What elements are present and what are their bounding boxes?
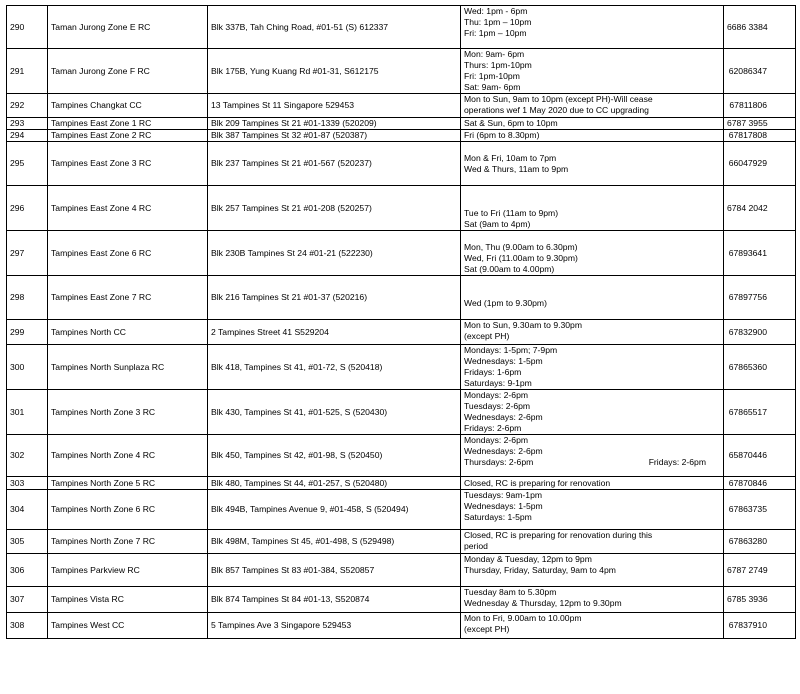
centre-name-cell: Tampines North Zone 3 RC (48, 390, 208, 435)
centre-name-cell: Tampines North Zone 5 RC (48, 477, 208, 490)
opening-hours-line: Wednesdays: 1-5pm (464, 501, 543, 511)
phone-cell: 67863735 (724, 490, 796, 530)
centre-name-cell: Tampines North Zone 7 RC (48, 530, 208, 554)
table-row (7, 94, 796, 118)
opening-hours-line: Fridays: 1-6pm (464, 367, 522, 377)
opening-hours-line: operations wef 1 May 2020 due to CC upgrading (464, 105, 649, 115)
phone-cell: 67893641 (724, 231, 796, 276)
opening-hours-cell (461, 613, 724, 639)
opening-hours-line: Tuesday 8am to 5.30pm (464, 587, 557, 597)
opening-hours-line: Tue to Fri (11am to 9pm) (464, 208, 559, 218)
table-row (7, 345, 796, 390)
centre-name-cell: Taman Jurong Zone E RC (48, 6, 208, 49)
opening-hours-line: Fri: 1pm-10pm (464, 71, 520, 81)
phone-cell: 67837910 (724, 613, 796, 639)
address-cell: Blk 418, Tampines St 41, #01-72, S (520418) (208, 345, 461, 390)
opening-hours-line: Sat (9.00am to 4.00pm) (464, 264, 555, 274)
table-row (7, 6, 796, 49)
opening-hours-cell (461, 186, 724, 231)
opening-hours-line: Wed, Fri (11.00am to 9.30pm) (464, 253, 578, 263)
opening-hours-cell (461, 6, 724, 49)
row-number-cell: 290 (7, 6, 48, 49)
row-number-cell: 306 (7, 554, 48, 587)
opening-hours-line (464, 231, 720, 242)
opening-hours-line: (except PH) (464, 331, 510, 341)
opening-hours-line: Wednesdays: 1-5pm (464, 356, 543, 366)
phone-cell: 62086347 (724, 49, 796, 94)
opening-hours-line: Wednesday & Thursday, 12pm to 9.30pm (464, 598, 622, 608)
opening-hours-cell (461, 231, 724, 276)
opening-hours-line: Mon & Fri, 10am to 7pm (464, 153, 557, 163)
opening-hours-line (464, 276, 720, 287)
opening-hours-line: Tuesdays: 9am-1pm (464, 490, 543, 500)
opening-hours-cell (461, 118, 724, 130)
row-number-cell: 304 (7, 490, 48, 530)
table-row (7, 142, 796, 186)
address-cell: 5 Tampines Ave 3 Singapore 529453 (208, 613, 461, 639)
opening-hours-line: Fri: 1pm – 10pm (464, 28, 527, 38)
opening-hours-line: Mondays: 2-6pm (464, 435, 529, 445)
opening-hours-line: Mon to Fri, 9.00am to 10.00pm (464, 613, 582, 623)
opening-hours-cell (461, 49, 724, 94)
opening-hours-cell (461, 94, 724, 118)
phone-cell: 67832900 (724, 320, 796, 345)
centre-name-cell: Tampines East Zone 7 RC (48, 276, 208, 320)
opening-hours-line: Fridays: 2-6pm (464, 423, 522, 433)
row-number-cell: 307 (7, 587, 48, 613)
row-number-cell: 291 (7, 49, 48, 94)
opening-hours-line: Fridays: 2-6pm (648, 457, 706, 467)
opening-hours-line: Mondays: 1-5pm; 7-9pm (464, 345, 558, 355)
table-row (7, 435, 796, 477)
opening-hours-line: Monday & Tuesday, 12pm to 9pm (464, 554, 592, 564)
opening-hours-line (464, 287, 720, 298)
row-number-cell: 295 (7, 142, 48, 186)
centre-name-cell: Tampines North Zone 6 RC (48, 490, 208, 530)
address-cell: Blk 498M, Tampines St 45, #01-498, S (529498) (208, 530, 461, 554)
phone-cell: 67817808 (724, 130, 796, 142)
opening-hours-line (464, 142, 720, 153)
phone-cell: 6784 2042 (724, 186, 796, 231)
centres-table-body (7, 6, 796, 639)
opening-hours-cell (461, 390, 724, 435)
table-row (7, 390, 796, 435)
opening-hours-line: Saturdays: 9-1pm (464, 378, 532, 388)
table-row (7, 554, 796, 587)
centre-name-cell: Tampines East Zone 2 RC (48, 130, 208, 142)
opening-hours-cell (461, 320, 724, 345)
opening-hours-cell (461, 587, 724, 613)
opening-hours-cell (461, 554, 724, 587)
row-number-cell: 305 (7, 530, 48, 554)
table-row (7, 118, 796, 130)
opening-hours-cell (461, 276, 724, 320)
row-number-cell: 293 (7, 118, 48, 130)
opening-hours-line: Wednesdays: 2-6pm (464, 412, 543, 422)
phone-cell: 6686 3384 (724, 6, 796, 49)
opening-hours-line: Mon: 9am- 6pm (464, 49, 525, 59)
phone-cell: 6787 3955 (724, 118, 796, 130)
opening-hours-cell (461, 490, 724, 530)
table-row (7, 613, 796, 639)
opening-hours-line (464, 197, 720, 208)
address-cell: Blk 387 Tampines St 32 #01-87 (520387) (208, 130, 461, 142)
opening-hours-line: Sat & Sun, 6pm to 10pm (464, 118, 558, 128)
address-cell: Blk 216 Tampines St 21 #01-37 (520216) (208, 276, 461, 320)
table-row (7, 276, 796, 320)
opening-hours-line: Sat: 9am- 6pm (464, 82, 521, 92)
centre-name-cell: Tampines East Zone 6 RC (48, 231, 208, 276)
row-number-cell: 300 (7, 345, 48, 390)
row-number-cell: 296 (7, 186, 48, 231)
address-cell: Blk 874 Tampines St 84 #01-13, S520874 (208, 587, 461, 613)
table-row (7, 186, 796, 231)
opening-hours-split-line (464, 457, 720, 468)
centre-name-cell: Tampines North Sunplaza RC (48, 345, 208, 390)
address-cell: 13 Tampines St 11 Singapore 529453 (208, 94, 461, 118)
centre-name-cell: Tampines North Zone 4 RC (48, 435, 208, 477)
opening-hours-line: Mon to Sun, 9am to 10pm (except PH)-Will cease (464, 94, 653, 104)
opening-hours-line: Wed: 1pm - 6pm (464, 6, 528, 16)
table-row (7, 130, 796, 142)
table-row (7, 490, 796, 530)
phone-cell: 67897756 (724, 276, 796, 320)
opening-hours-cell (461, 345, 724, 390)
centre-name-cell: Tampines Changkat CC (48, 94, 208, 118)
address-cell: Blk 237 Tampines St 21 #01-567 (520237) (208, 142, 461, 186)
centres-table (6, 5, 796, 639)
opening-hours-cell (461, 142, 724, 186)
centre-name-cell: Tampines East Zone 3 RC (48, 142, 208, 186)
address-cell: Blk 257 Tampines St 21 #01-208 (520257) (208, 186, 461, 231)
opening-hours-line: Wed (1pm to 9.30pm) (464, 298, 547, 308)
centre-name-cell: Taman Jurong Zone F RC (48, 49, 208, 94)
centre-name-cell: Tampines East Zone 1 RC (48, 118, 208, 130)
table-row (7, 320, 796, 345)
opening-hours-line: Mon, Thu (9.00am to 6.30pm) (464, 242, 578, 252)
address-cell: 2 Tampines Street 41 S529204 (208, 320, 461, 345)
opening-hours-line: Mon to Sun, 9.30am to 9.30pm (464, 320, 582, 330)
row-number-cell: 301 (7, 390, 48, 435)
row-number-cell: 297 (7, 231, 48, 276)
opening-hours-line: Thurs: 1pm-10pm (464, 60, 532, 70)
address-cell: Blk 230B Tampines St 24 #01-21 (522230) (208, 231, 461, 276)
row-number-cell: 303 (7, 477, 48, 490)
opening-hours-line: period (464, 541, 488, 551)
opening-hours-line: Tuesdays: 2-6pm (464, 401, 531, 411)
row-number-cell: 299 (7, 320, 48, 345)
opening-hours-line: Mondays: 2-6pm (464, 390, 529, 400)
opening-hours-line: Thursdays: 2-6pm (464, 457, 534, 467)
opening-hours-line: Wednesdays: 2-6pm (464, 446, 543, 456)
centre-name-cell: Tampines East Zone 4 RC (48, 186, 208, 231)
opening-hours-line: Sat (9am to 4pm) (464, 219, 531, 229)
opening-hours-line: Wed & Thurs, 11am to 9pm (464, 164, 569, 174)
row-number-cell: 298 (7, 276, 48, 320)
address-cell: Blk 480, Tampines St 44, #01-257, S (520480) (208, 477, 461, 490)
table-row (7, 530, 796, 554)
centre-name-cell: Tampines West CC (48, 613, 208, 639)
centre-name-cell: Tampines North CC (48, 320, 208, 345)
row-number-cell: 292 (7, 94, 48, 118)
phone-cell: 6787 2749 (724, 554, 796, 587)
opening-hours-line: Thu: 1pm – 10pm (464, 17, 532, 27)
phone-cell: 6785 3936 (724, 587, 796, 613)
opening-hours-line: Thursday, Friday, Saturday, 9am to 4pm (464, 565, 616, 575)
address-cell: Blk 430, Tampines St 41, #01-525, S (520430) (208, 390, 461, 435)
phone-cell: 67863280 (724, 530, 796, 554)
address-cell: Blk 494B, Tampines Avenue 9, #01-458, S (520494) (208, 490, 461, 530)
centre-name-cell: Tampines Vista RC (48, 587, 208, 613)
address-cell: Blk 450, Tampines St 42, #01-98, S (520450) (208, 435, 461, 477)
phone-cell: 67865360 (724, 345, 796, 390)
opening-hours-line: (except PH) (464, 624, 510, 634)
opening-hours-cell (461, 435, 724, 477)
address-cell: Blk 337B, Tah Ching Road, #01-51 (S) 612337 (208, 6, 461, 49)
address-cell: Blk 175B, Yung Kuang Rd #01-31, S612175 (208, 49, 461, 94)
phone-cell: 67870846 (724, 477, 796, 490)
row-number-cell: 308 (7, 613, 48, 639)
opening-hours-cell (461, 530, 724, 554)
phone-cell: 67811806 (724, 94, 796, 118)
table-row (7, 231, 796, 276)
centre-name-cell: Tampines Parkview RC (48, 554, 208, 587)
opening-hours-line: Closed, RC is preparing for renovation during this (464, 530, 653, 540)
opening-hours-line (464, 186, 720, 197)
opening-hours-line: Closed, RC is preparing for renovation (464, 477, 611, 488)
table-row (7, 477, 796, 490)
address-cell: Blk 209 Tampines St 21 #01-1339 (520209) (208, 118, 461, 130)
opening-hours-cell (461, 477, 724, 490)
opening-hours-line: Saturdays: 1-5pm (464, 512, 532, 522)
phone-cell: 67865517 (724, 390, 796, 435)
row-number-cell: 302 (7, 435, 48, 477)
opening-hours-line: Fri (6pm to 8.30pm) (464, 130, 540, 140)
address-cell: Blk 857 Tampines St 83 #01-384, S520857 (208, 554, 461, 587)
phone-cell: 66047929 (724, 142, 796, 186)
table-row (7, 49, 796, 94)
phone-cell: 65870446 (724, 435, 796, 477)
row-number-cell: 294 (7, 130, 48, 142)
table-row (7, 587, 796, 613)
opening-hours-cell (461, 130, 724, 142)
